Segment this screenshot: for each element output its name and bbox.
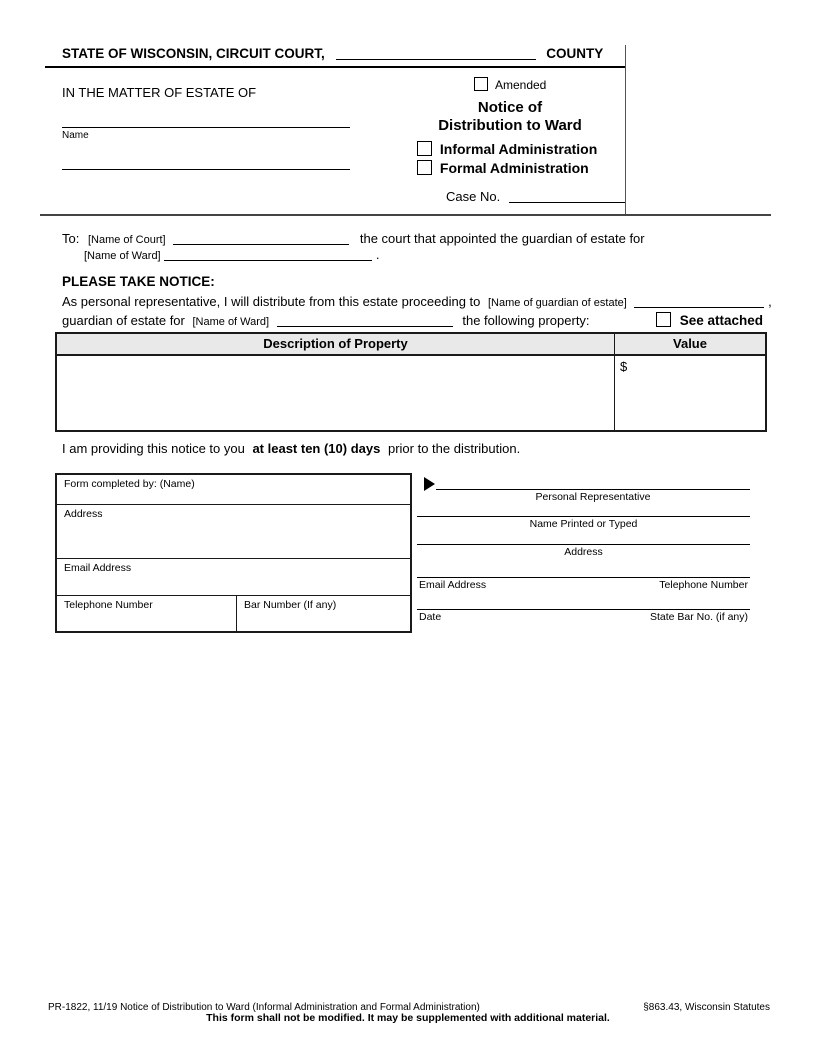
form-completed-by-box xyxy=(55,473,412,633)
completed-by-email-label: Email Address xyxy=(64,562,132,574)
value-cell[interactable] xyxy=(615,356,765,430)
case-no-field[interactable] xyxy=(509,189,625,203)
court-header-row xyxy=(45,46,625,68)
see-attached-row xyxy=(656,312,763,328)
signer-email-label: Email Address xyxy=(419,579,487,591)
court-header-text: STATE OF WISCONSIN, CIRCUIT COURT, xyxy=(62,46,325,61)
property-table xyxy=(55,332,767,432)
informal-administration-row xyxy=(417,141,597,157)
signer-phone-label: Telephone Number xyxy=(659,579,748,591)
case-no-row xyxy=(446,189,625,204)
to-line xyxy=(62,231,645,246)
decedent-extra-line[interactable] xyxy=(62,169,350,170)
to-label: To: xyxy=(62,231,80,246)
completed-by-email-cell[interactable] xyxy=(57,559,410,596)
signer-email-phone-line[interactable] xyxy=(417,577,750,578)
amended-checkbox[interactable] xyxy=(474,77,488,91)
footer-modification-notice: This form shall not be modified. It may be supplemented with additional material. xyxy=(206,1012,610,1024)
amended-label: Amended xyxy=(494,78,547,92)
description-column-header: Description of Property xyxy=(57,334,615,354)
signature-arrow-icon xyxy=(424,477,435,491)
notice-line1-text: As personal representative, I will distribute from this estate proceeding to xyxy=(62,294,481,309)
formal-administration-checkbox[interactable] xyxy=(417,160,432,175)
notice-paragraph-line1 xyxy=(62,294,772,309)
property-table-row xyxy=(57,356,765,430)
completed-by-name-label: Form completed by: (Name) xyxy=(64,478,195,490)
amended-row xyxy=(395,77,625,92)
completed-by-address-label: Address xyxy=(64,508,103,520)
formal-administration-row xyxy=(417,160,589,176)
header-vertical-divider xyxy=(625,45,626,216)
guardian-of-estate-field[interactable] xyxy=(634,294,764,308)
personal-representative-label: Personal Representative xyxy=(535,491,651,503)
county-label: COUNTY xyxy=(546,46,604,61)
decedent-name-line[interactable] xyxy=(62,127,350,128)
notice-paragraph-line2 xyxy=(62,313,590,328)
property-table-header xyxy=(57,334,765,356)
county-name-field[interactable] xyxy=(336,46,536,60)
matter-of-estate-label: IN THE MATTER OF ESTATE OF xyxy=(62,85,257,100)
dollar-sign: $ xyxy=(620,359,628,374)
please-take-notice-heading: PLEASE TAKE NOTICE: xyxy=(62,274,215,289)
signature-line[interactable] xyxy=(436,489,750,490)
date-label: Date xyxy=(419,611,442,623)
signer-address-line[interactable] xyxy=(417,544,750,545)
ward-line xyxy=(84,247,380,262)
form-title-line1: Notice of xyxy=(477,99,543,116)
description-cell[interactable] xyxy=(57,356,615,430)
name-of-ward-field[interactable] xyxy=(164,247,372,261)
ward-name-field-2[interactable] xyxy=(277,313,453,327)
providing-bold: at least ten (10) days xyxy=(252,441,381,456)
header-bottom-rule xyxy=(40,214,771,216)
date-barno-labels xyxy=(419,611,748,623)
name-of-ward-bracket: [Name of Ward] xyxy=(84,250,161,262)
see-attached-checkbox[interactable] xyxy=(656,312,671,327)
formal-administration-label: Formal Administration xyxy=(439,160,589,176)
notice-line1-comma: , xyxy=(768,294,772,309)
notice-line2-start: guardian of estate for xyxy=(62,313,185,328)
providing-notice-line xyxy=(62,441,520,456)
footer-statute: §863.43, Wisconsin Statutes xyxy=(643,1002,770,1013)
completed-by-address-cell[interactable] xyxy=(57,505,410,559)
ward-line-period: . xyxy=(375,247,380,262)
footer-form-id: PR-1822, 11/19 Notice of Distribution to Ward (Informal Administration and Formal Administration) xyxy=(48,1002,480,1013)
ward-bracket-2: [Name of Ward] xyxy=(192,316,270,328)
value-column-header: Value xyxy=(673,336,707,351)
completed-by-phone-cell[interactable] xyxy=(57,596,237,631)
completed-by-bottom-row xyxy=(57,596,410,631)
state-bar-no-label: State Bar No. (if any) xyxy=(649,611,748,623)
case-no-label: Case No. xyxy=(446,189,501,204)
see-attached-label: See attached xyxy=(679,313,764,328)
notice-line2-end: the following property: xyxy=(462,313,590,328)
form-title-line2: Distribution to Ward xyxy=(438,117,582,134)
date-barno-line[interactable] xyxy=(417,609,750,610)
completed-by-name-cell[interactable] xyxy=(57,475,410,505)
signer-address-label: Address xyxy=(564,546,603,558)
completed-by-bar-label: Bar Number (If any) xyxy=(244,599,337,611)
name-of-court-bracket: [Name of Court] xyxy=(87,234,166,246)
providing-post: prior to the distribution. xyxy=(387,441,521,456)
court-appointed-text: the court that appointed the guardian of estate for xyxy=(359,231,645,246)
completed-by-bar-cell[interactable] xyxy=(237,596,410,631)
decedent-name-caption: Name xyxy=(62,130,89,141)
completed-by-phone-label: Telephone Number xyxy=(64,599,153,611)
guardian-of-estate-bracket: [Name of guardian of estate] xyxy=(488,297,627,309)
name-printed-label: Name Printed or Typed xyxy=(529,518,638,530)
informal-administration-checkbox[interactable] xyxy=(417,141,432,156)
providing-pre: I am providing this notice to you xyxy=(62,441,245,456)
name-of-court-field[interactable] xyxy=(173,231,349,245)
name-printed-line[interactable] xyxy=(417,516,750,517)
signer-email-phone-labels xyxy=(419,579,748,591)
informal-administration-label: Informal Administration xyxy=(439,141,598,157)
